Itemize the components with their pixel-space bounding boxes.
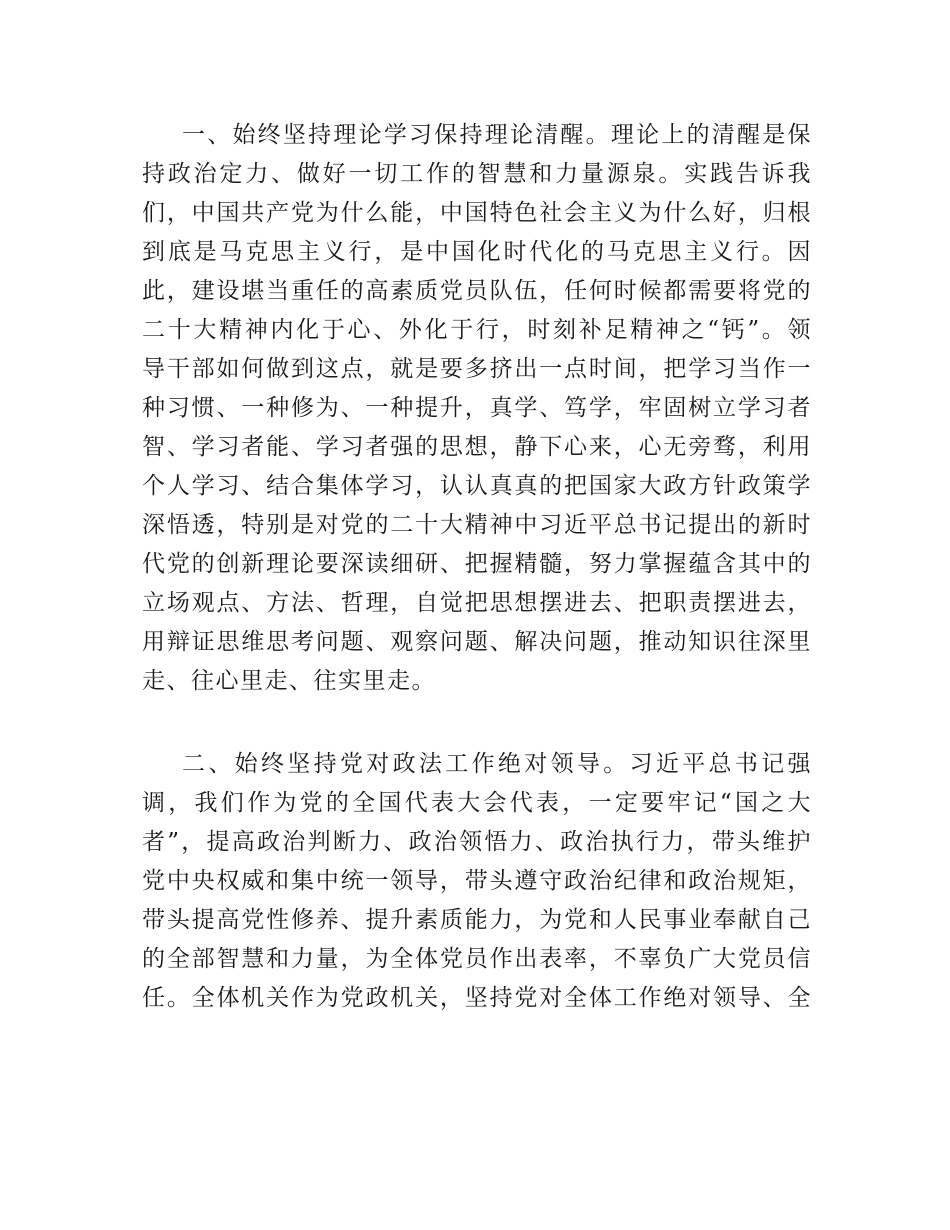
text-line: 用辩证思维思考问题、观察问题、解决问题，推动知识往深里 [142,629,812,655]
text-line: 导干部如何做到这点，就是要多挤出一点时间，把学习当作一 [142,356,812,382]
text-line: 二、始终坚持党对政法工作绝对领导。习近平总书记强 [182,751,812,777]
text-line: 党中央权威和集中统一领导，带头遵守政治纪律和政治规矩， [142,868,812,894]
text-line: 者”，提高政治判断力、政治领悟力、政治执行力，带头维护 [142,829,812,855]
text-line: 调，我们作为党的全国代表大会代表，一定要牢记“国之大 [142,790,812,816]
text-line: 代党的创新理论要深读细研、把握精髓，努力掌握蕴含其中的 [142,551,812,577]
text-line: 的全部智慧和力量，为全体党员作出表率，不辜负广大党员信 [142,946,812,972]
paragraph-party-leadership [142,745,812,1018]
text-line: 们，中国共产党为什么能，中国特色社会主义为什么好，归根 [142,200,812,226]
text-line: 个人学习、结合集体学习，认认真真的把国家大政方针政策学 [142,473,812,499]
text-line: 一、始终坚持理论学习保持理论清醒。理论上的清醒是保 [182,122,812,148]
paragraph-theory-study [142,116,812,701]
text-line: 种习惯、一种修为、一种提升，真学、笃学，牢固树立学习者 [142,395,812,421]
text-line: 走、往心里走、往实里走。 [142,668,436,694]
text-line: 持政治定力、做好一切工作的智慧和力量源泉。实践告诉我 [142,161,812,187]
text-line: 智、学习者能、学习者强的思想，静下心来，心无旁骛，利用 [142,434,812,460]
text-line: 立场观点、方法、哲理，自觉把思想摆进去、把职责摆进去， [142,590,812,616]
text-line: 深悟透，特别是对党的二十大精神中习近平总书记提出的新时 [142,512,812,538]
text-line: 二十大精神内化于心、外化于行，时刻补足精神之“钙”。领 [142,317,812,343]
text-line: 到底是马克思主义行，是中国化时代化的马克思主义行。因 [142,239,812,265]
text-line: 任。全体机关作为党政机关，坚持党对全体工作绝对领导、全 [142,985,812,1011]
text-line: 带头提高党性修养、提升素质能力，为党和人民事业奉献自己 [142,907,812,933]
text-line: 此，建设堪当重任的高素质党员队伍，任何时候都需要将党的 [142,278,812,304]
